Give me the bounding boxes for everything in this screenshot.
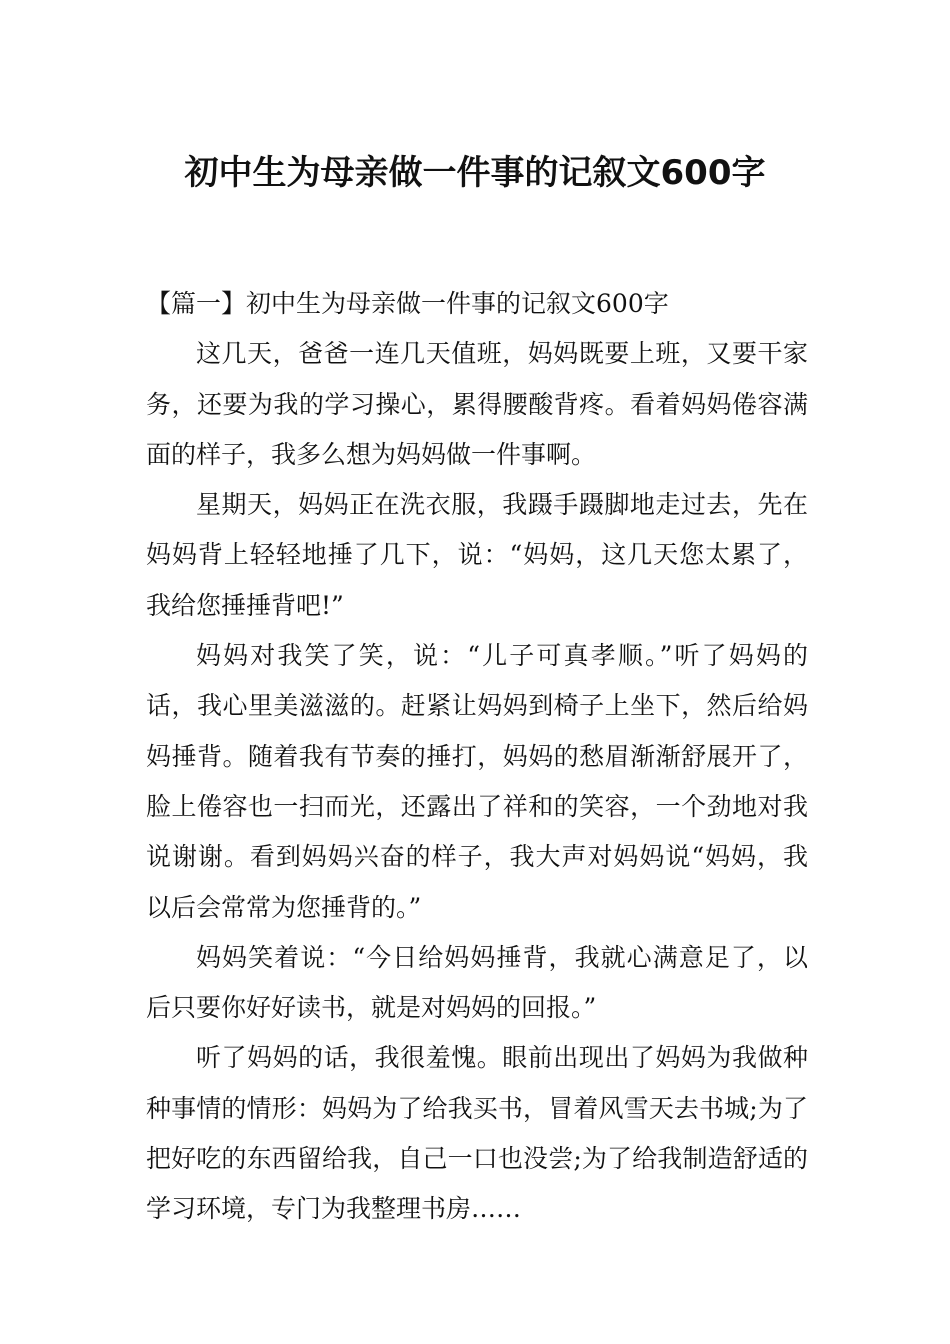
paragraph-4: 妈妈笑着说：“今日给妈妈捶背，我就心满意足了，以后只要你好好读书，就是对妈妈的回报。” [146,942,808,1023]
paragraph-3: 妈妈对我笑了笑，说：“儿子可真孝顺。”听了妈妈的话，我心里美滋滋的。赶紧让妈妈到椅子上坐下，然后给妈妈捶背。随着我有节奏的捶打，妈妈的愁眉渐渐舒展开了，脸上倦容也一扫而光，还露出了祥和的笑容，一个劲地对我说谢谢。看到妈妈兴奋的样子，我大声对妈妈说“妈妈，我以后会常常为您捶背的。” [146,641,808,922]
paragraph-2: 星期天，妈妈正在洗衣服，我蹑手蹑脚地走过去，先在妈妈背上轻轻地捶了几下，说：“妈妈，这几天您太累了，我给您捶捶背吧!” [146,490,808,620]
paragraph-1: 这几天，爸爸一连几天值班，妈妈既要上班，又要干家务，还要为我的学习操心，累得腰酸背疼。看着妈妈倦容满面的样子，我多么想为妈妈做一件事啊。 [146,339,808,469]
section-heading: 【篇一】初中生为母亲做一件事的记叙文600字 [146,289,669,318]
document-body [146,279,808,1235]
document-title: 初中生为母亲做一件事的记叙文600字 [184,152,766,193]
paragraph-5: 听了妈妈的话，我很羞愧。眼前出现出了妈妈为我做种种事情的情形：妈妈为了给我买书，冒着风雪天去书城;为了把好吃的东西留给我，自己一口也没尝;为了给我制造舒适的学习环境，专门为我整理书房…… [146,1043,808,1224]
